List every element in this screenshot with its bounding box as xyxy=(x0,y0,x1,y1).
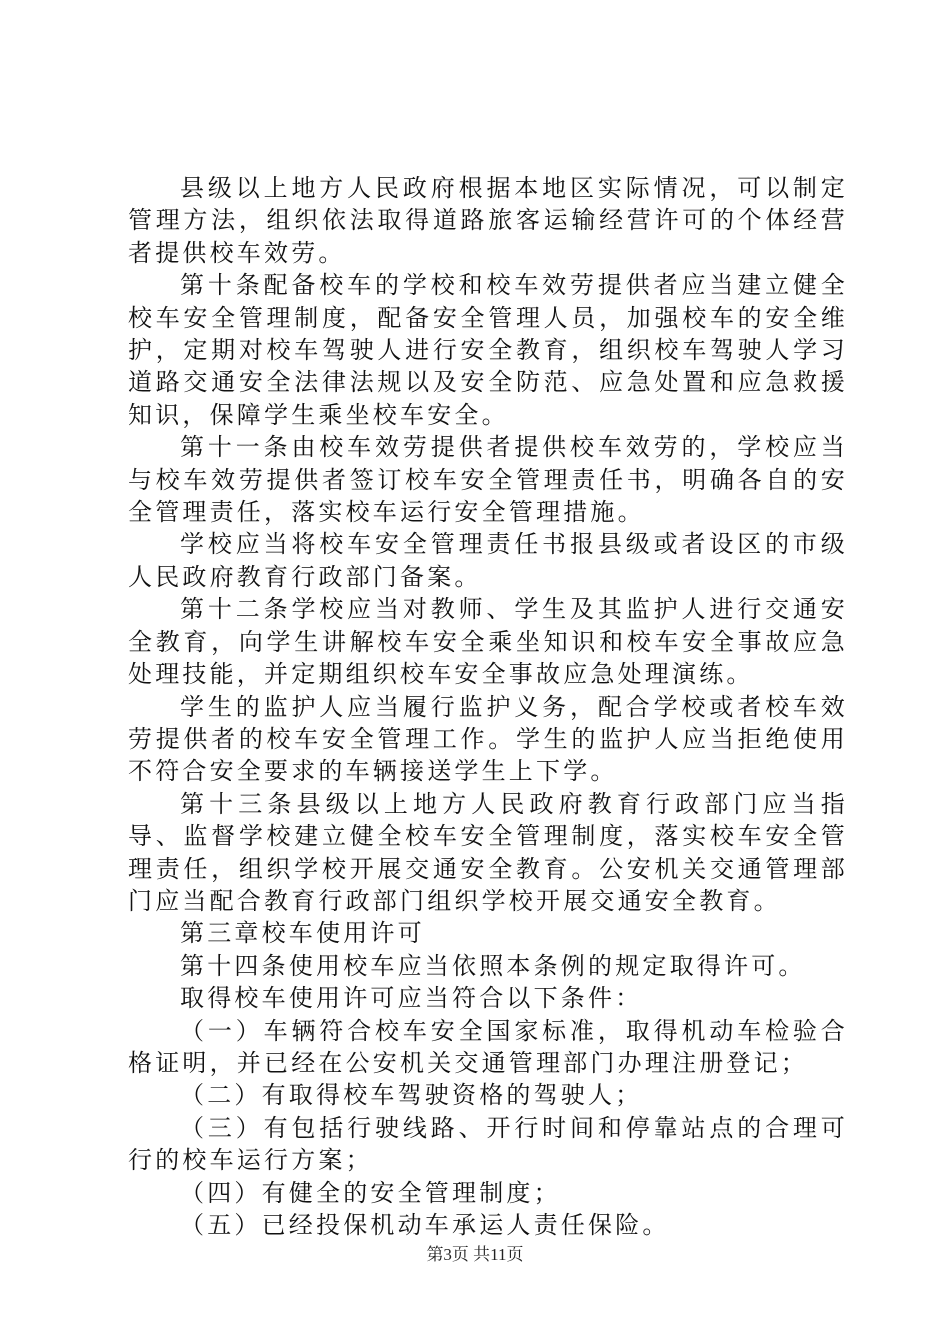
paragraph: 第十条配备校车的学校和校车效劳提供者应当建立健全校车安全管理制度，配备安全管理人员，加强校车的安全维护，定期对校车驾驶人进行安全教育，组织校车驾驶人学习道路交通安全法律法规以及安全防范、应急处置和应急救援知识，保障学生乘坐校车安全。 xyxy=(128,271,848,429)
chapter-heading: 第三章校车使用许可 xyxy=(180,919,425,948)
list-item: （五）已经投保机动车承运人责任保险。 xyxy=(180,1211,670,1239)
list-item: （四）有健全的安全管理制度； xyxy=(180,1178,561,1207)
paragraph: 县级以上地方人民政府根据本地区实际情况，可以制定管理方法，组织依法取得道路旅客运输经营许可的个体经营者提供校车效劳。 xyxy=(128,174,848,267)
paragraph: 第十一条由校车效劳提供者提供校车效劳的，学校应当与校车效劳提供者签订校车安全管理责任书，明确各自的安全管理责任，落实校车运行安全管理措施。 xyxy=(128,433,848,527)
paragraph: 第十二条学校应当对教师、学生及其监护人进行交通安全教育，向学生讲解校车安全乘坐知识和校车安全事故应急处理技能，并定期组织校车安全事故应急处理演练。 xyxy=(128,595,848,689)
paragraph: 取得校车使用许可应当符合以下条件： xyxy=(180,984,643,1013)
page-number: 第3页 共11页 xyxy=(426,1245,524,1264)
paragraph: 学生的监护人应当履行监护义务，配合学校或者校车效劳提供者的校车安全管理工作。学生的监护人应当拒绝使用不符合安全要求的车辆接送学生上下学。 xyxy=(128,692,848,786)
paragraph: 第十四条使用校车应当依照本条例的规定取得许可。 xyxy=(180,951,806,980)
list-item: （一）车辆符合校车安全国家标准，取得机动车检验合格证明，并已经在公安机关交通管理部门办理注册登记； xyxy=(128,1016,848,1077)
paragraph: 第十三条县级以上地方人民政府教育行政部门应当指导、监督学校建立健全校车安全管理制度，落实校车安全管理责任，组织学校开展交通安全教育。公安机关交通管理部门应当配合教育行政部门组织学校开展交通安全教育。 xyxy=(128,789,848,915)
list-item: （三）有包括行驶线路、开行时间和停靠站点的合理可行的校车运行方案； xyxy=(128,1113,848,1175)
paragraph: 学校应当将校车安全管理责任书报县级或者设区的市级人民政府教育行政部门备案。 xyxy=(128,530,848,591)
document-body xyxy=(128,172,848,1241)
list-item: （二）有取得校车驾驶资格的驾驶人； xyxy=(180,1081,643,1110)
